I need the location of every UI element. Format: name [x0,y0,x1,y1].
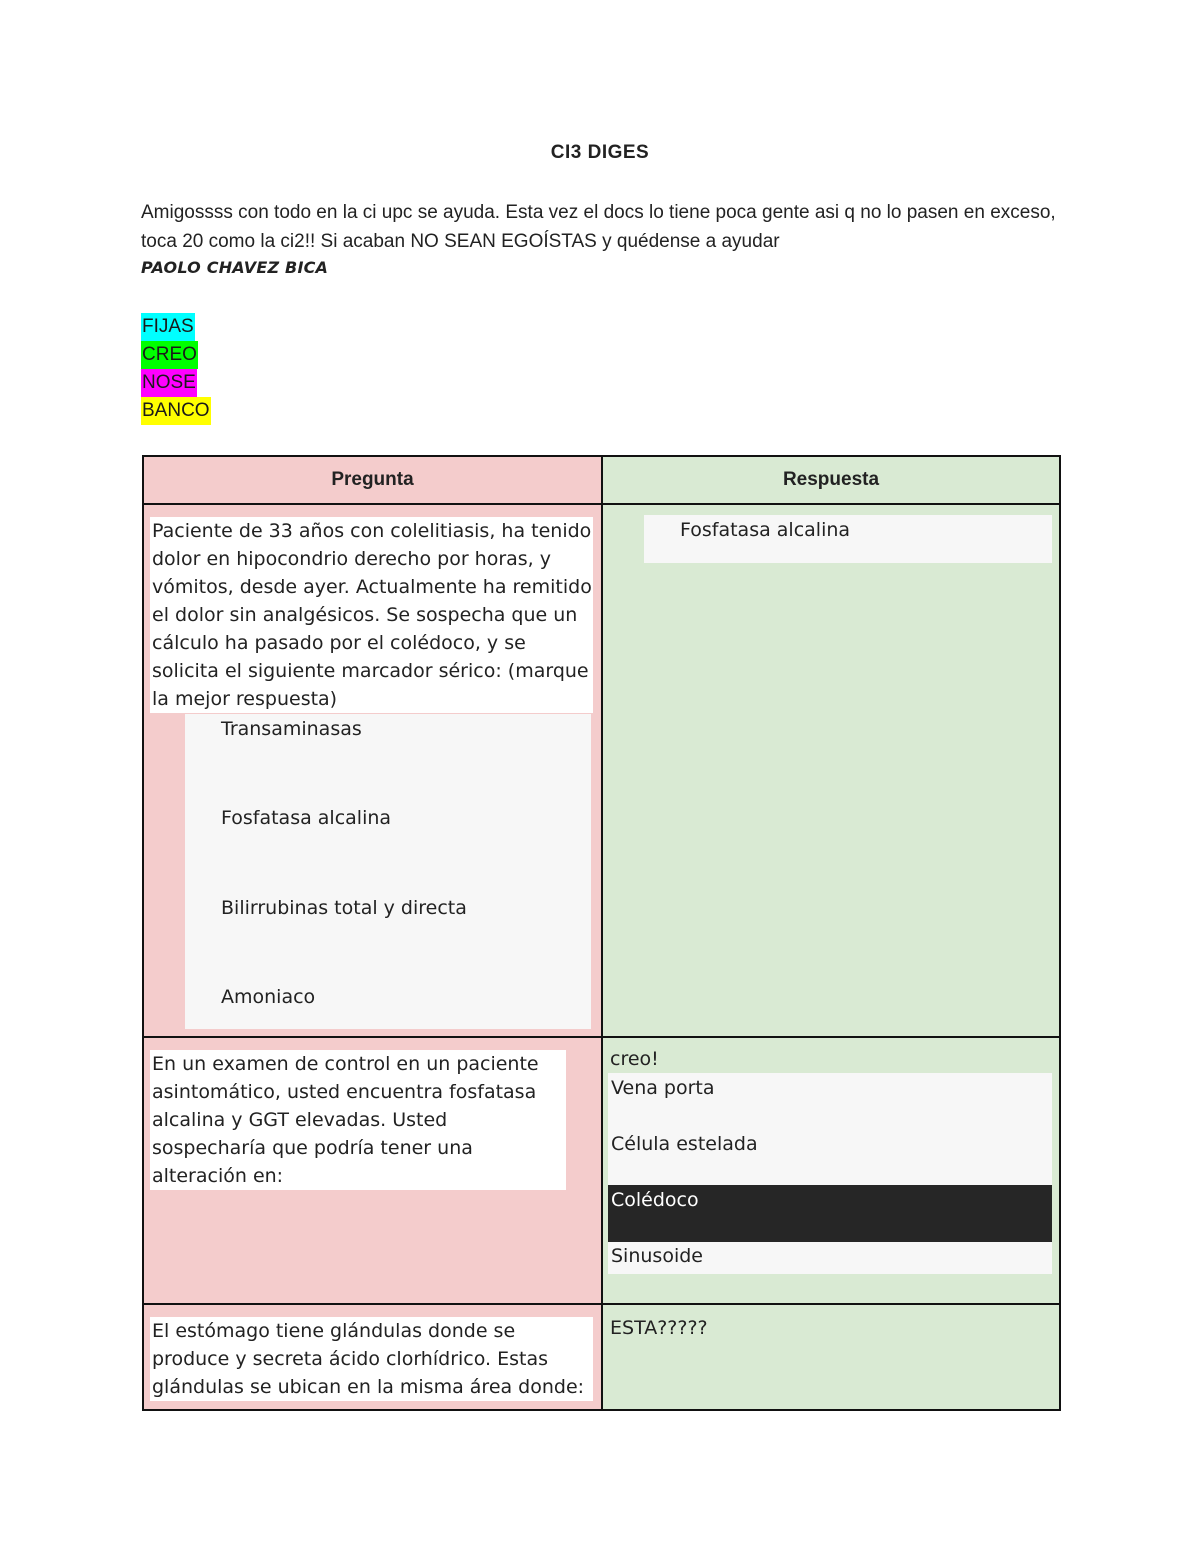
row2-option-3[interactable]: Colédoco [611,1189,699,1211]
row2-option-1[interactable]: Vena porta [611,1077,715,1099]
document-title: CI3 DIGES [550,142,650,163]
row2-option-2[interactable]: Célula estelada [611,1133,758,1155]
row3-answer-cell [603,1305,1059,1409]
row3-question-cell [144,1305,601,1409]
legend-fijas: FIJAS [141,313,195,341]
row2-note: creo! [610,1048,659,1070]
row1-option-3[interactable]: Bilirrubinas total y directa [221,897,467,919]
header-question: Pregunta [144,457,601,503]
legend-nose: NOSE [141,369,197,397]
row1-options-box [185,714,591,1029]
legend-banco: BANCO [141,397,211,425]
row1-option-2[interactable]: Fosfatasa alcalina [221,807,392,829]
row2-options-box [608,1073,1052,1274]
row2-answer-cell [603,1038,1059,1303]
legend-creo: CREO [141,341,198,369]
row1-question-cell [144,505,601,1036]
header-answer: Respuesta [603,457,1059,503]
color-legend [141,313,211,425]
author-name: PAOLO CHAVEZ BICA [141,258,329,277]
row1-answer-box [644,515,1052,563]
row1-answer: Fosfatasa alcalina [680,519,851,541]
row1-answer-cell [603,505,1059,1036]
table-column-divider [601,457,603,1409]
row3-question-text: El estómago tiene glándulas donde se produce y secreta ácido clorhídrico. Estas glándulas se ubican en la misma área donde: [150,1317,593,1401]
qa-table [142,455,1061,1411]
row2-question-cell [144,1038,601,1303]
row3-answer: ESTA????? [610,1317,708,1339]
row1-question-text: Paciente de 33 años con colelitiasis, ha tenido dolor en hipocondrio derecho por horas, y vómitos, desde ayer. Actualmente ha remitido el dolor sin analgésicos. Se sospecha que un cálculo ha pasado por el colédoco, y se solicita el siguiente marcador sérico: (marque la mejor respuesta) [150,517,593,713]
intro-paragraph: Amigossss con todo en la ci upc se ayuda. Esta vez el docs lo tiene poca gente asi q no lo pasen en exceso, toca 20 como la ci2!! Si acaban NO SEAN EGOÍSTAS y quédense a ayudar [141,202,1056,252]
row2-option-4[interactable]: Sinusoide [611,1245,703,1267]
row2-question-text: En un examen de control en un paciente asintomático, usted encuentra fosfatasa alcalina y GGT elevadas. Usted sospecharía que podría tener una alteración en: [150,1050,566,1190]
row1-option-4[interactable]: Amoniaco [221,986,316,1008]
row1-option-1[interactable]: Transaminasas [221,718,362,740]
